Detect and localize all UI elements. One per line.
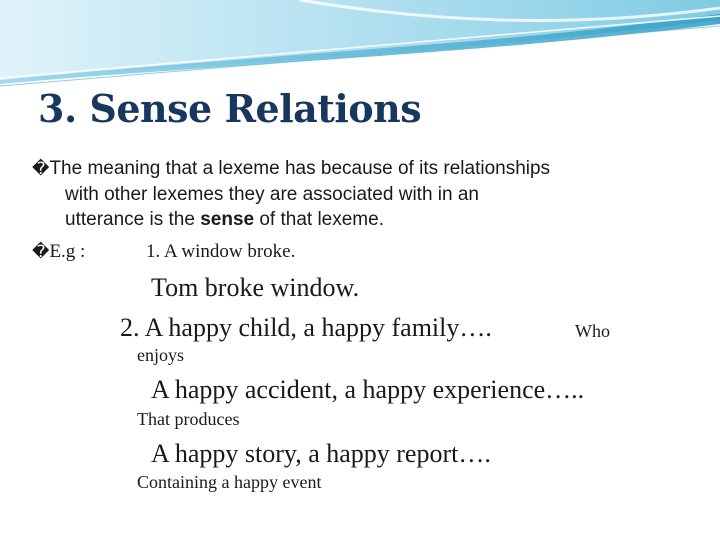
example-2a: 2. A happy child, a happy family…. bbox=[120, 313, 492, 342]
bullet-icon: � bbox=[32, 242, 50, 262]
definition-line-3 bbox=[65, 209, 384, 231]
definition-line-1 bbox=[32, 158, 550, 180]
bullet-icon: � bbox=[32, 159, 50, 179]
gloss-enjoys: enjoys bbox=[137, 345, 184, 365]
gloss-containing: Containing a happy event bbox=[137, 472, 322, 492]
definition-line-2: with other lexemes they are associated with in an bbox=[65, 184, 479, 205]
example-1a: 1. A window broke. bbox=[146, 241, 296, 262]
definition-text-1: The meaning that a lexeme has because of its relationships bbox=[49, 158, 551, 179]
definition-text-3a: utterance is the bbox=[65, 209, 201, 230]
example-2c: A happy story, a happy report…. bbox=[151, 439, 491, 468]
header-wave-decoration bbox=[0, 0, 720, 90]
example-2b: A happy accident, a happy experience….. bbox=[151, 375, 585, 404]
example-1b: Tom broke window. bbox=[151, 273, 360, 302]
gloss-that-produces: That produces bbox=[137, 409, 240, 429]
slide-title: 3. Sense Relations bbox=[38, 86, 422, 131]
keyword-sense: sense bbox=[200, 209, 255, 230]
example-label: E.g : bbox=[49, 241, 86, 262]
gloss-who: Who bbox=[575, 321, 610, 341]
example-label-line bbox=[32, 241, 85, 263]
definition-text-3b: of that lexeme. bbox=[254, 209, 384, 230]
